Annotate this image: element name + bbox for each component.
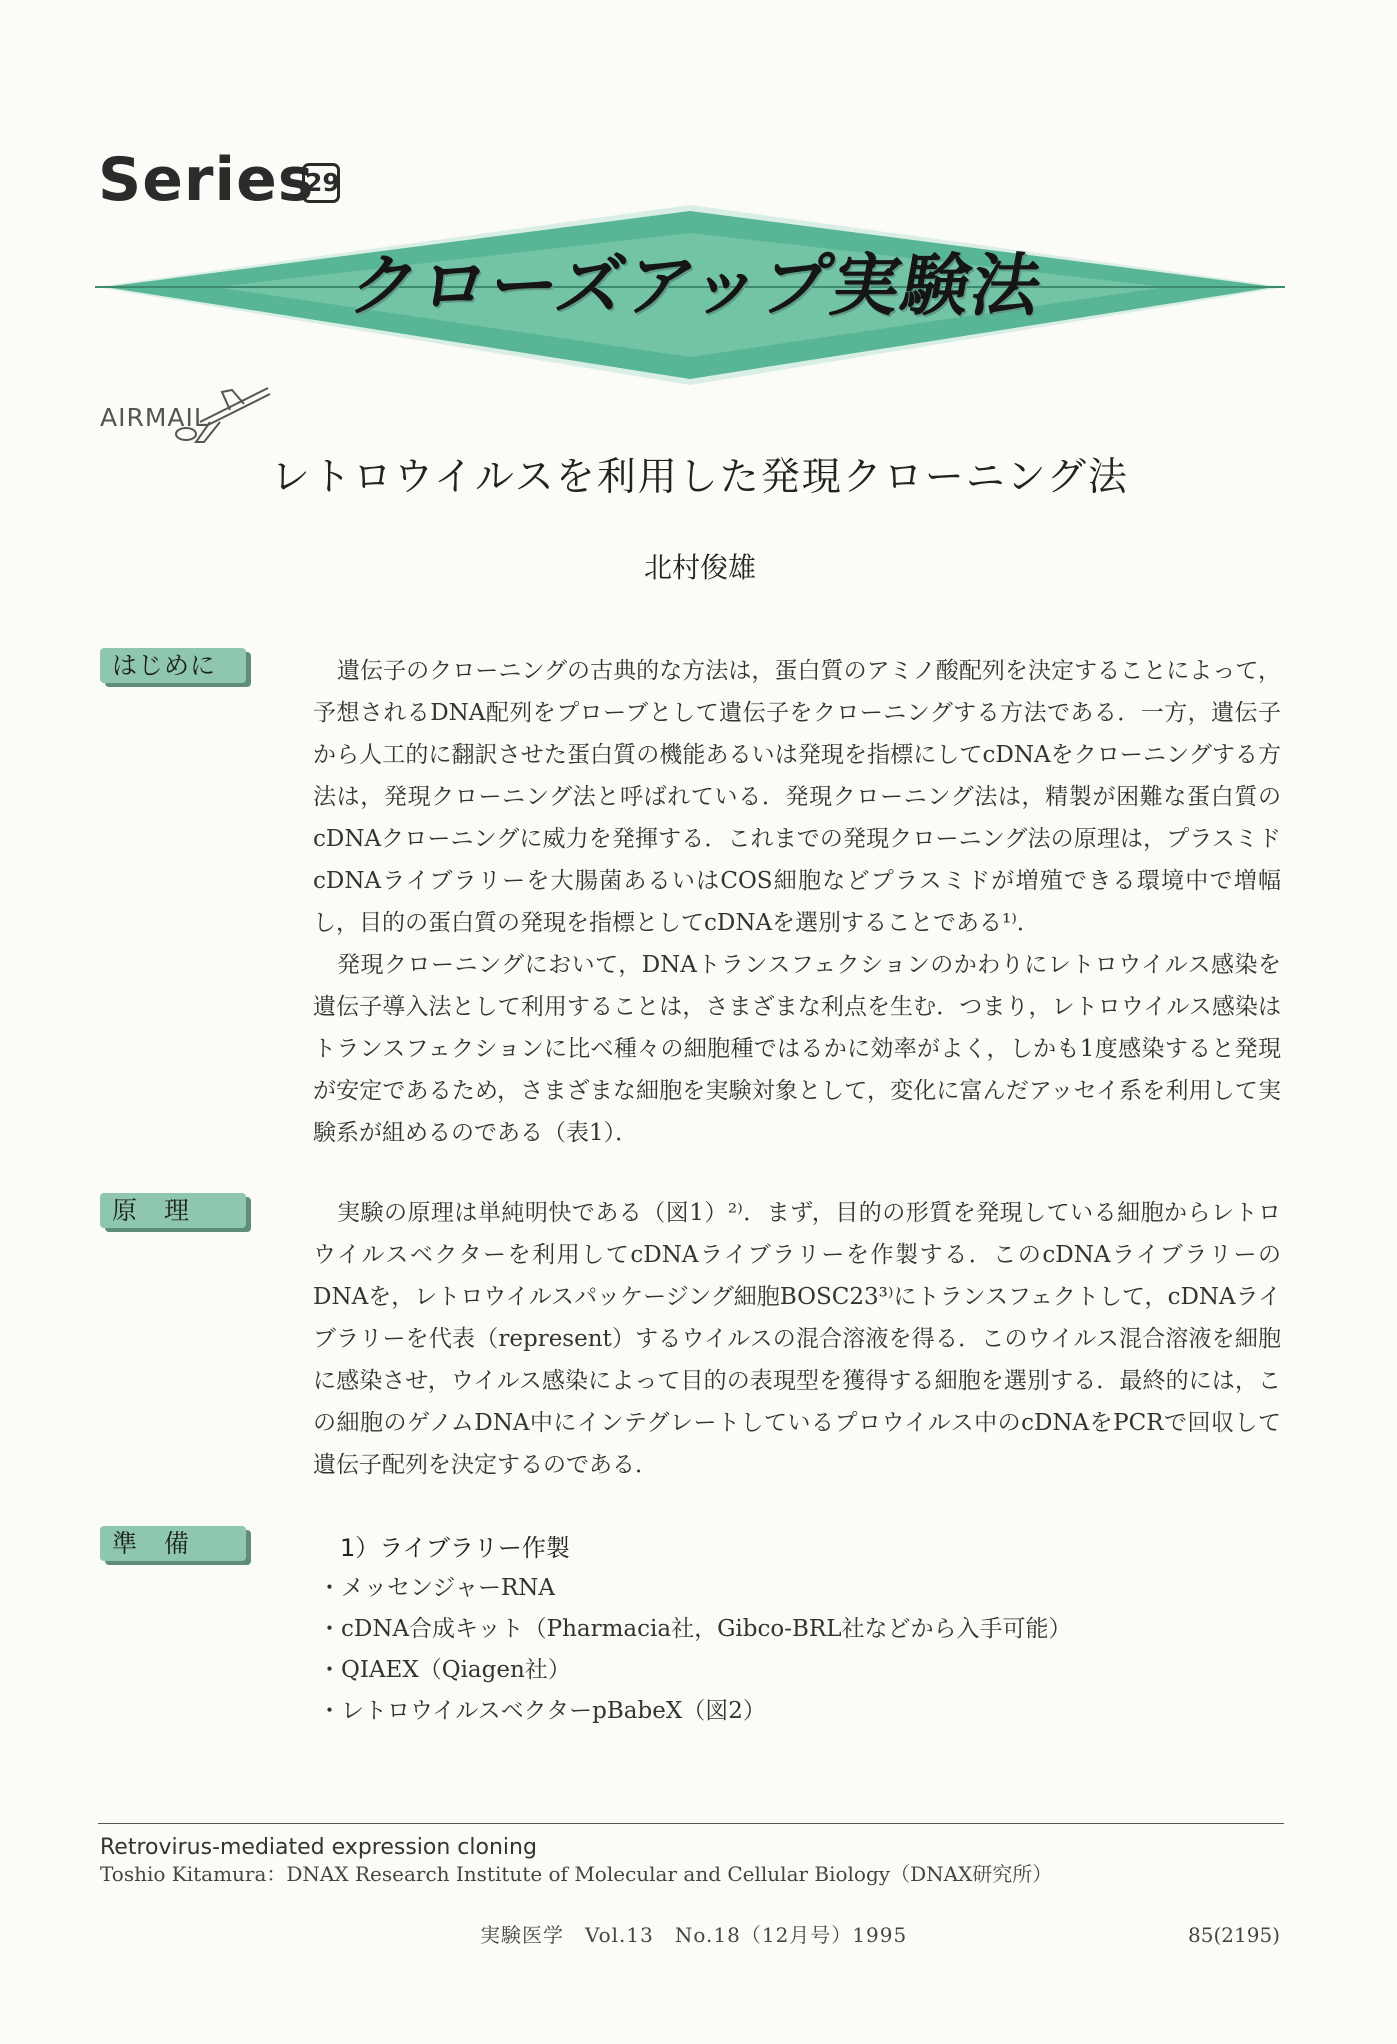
- principle-paragraph: 実験の原理は単純明快である（図1）²⁾．まず，目的の形質を発現している細胞からレトロウイルスベクターを利用してcDNAライブラリーを作製する．このcDNAライブラリーのDNAを，レトロウイルスパッケージング細胞BOSC23³⁾にトランスフェクトして，cDNAライブラリーを代表（represent）するウイルスの混合溶液を得る．このウイルス混合溶液を細胞に感染させ，ウイルス感染によって目的の表現型を獲得する細胞を選別する．最終的には，この細胞のゲノムDNA中にインテグレートしているプロウイルス中のcDNAをPCRで回収して遺伝子配列を決定するのである．: [313, 1200, 1281, 1478]
- materials-list: [318, 1568, 1072, 1732]
- list-item: ・メッセンジャーRNA: [318, 1575, 556, 1601]
- article-title: レトロウイルスを利用した発現クローニング法: [271, 455, 1129, 500]
- section-label-preparation: 準 備: [100, 1526, 246, 1561]
- section-label-principle: 原 理: [100, 1193, 246, 1228]
- intro-paragraph-1: 遺伝子のクローニングの古典的な方法は，蛋白質のアミノ酸配列を決定することによって，予想されるDNA配列をプローブとして遺伝子をクローニングする方法である．一方，遺伝子から人工的に翻訳させた蛋白質の機能あるいは発現を指標にしてcDNAをクローニングする方法は，発現クローニング法と呼ばれている．発現クローニング法は，精製が困難な蛋白質のcDNAクローニングに威力を発揮する．これまでの発現クローニング法の原理は，プラスミドcDNAライブラリーを大腸菌あるいはCOS細胞などプラスミドが増殖できる環境中で増幅し，目的の蛋白質の発現を指標としてcDNAを選別することである¹⁾．: [313, 658, 1281, 936]
- section-label-intro: はじめに: [100, 648, 246, 683]
- banner-title: クローズアップ実験法: [343, 247, 1049, 326]
- footer-divider: [98, 1823, 1284, 1824]
- list-item: ・レトロウイルスベクターpBabeX（図2）: [318, 1698, 766, 1724]
- journal-citation: 実験医学 Vol.13 No.18（12月号）1995: [480, 1923, 908, 1947]
- english-title: Retrovirus-mediated expression cloning: [100, 1835, 537, 1860]
- list-item: ・QIAEX（Qiagen社）: [318, 1657, 571, 1683]
- airmail-label: AIRMAIL: [100, 403, 209, 432]
- airplane-icon: [160, 382, 275, 452]
- series-label: Series: [98, 145, 315, 215]
- list-item: ・cDNA合成キット（Pharmacia社，Gibco-BRL社などから入手可能）: [318, 1616, 1072, 1642]
- page-number: 85(2195): [1188, 1923, 1280, 1947]
- author-affiliation: Toshio Kitamura：DNAX Research Institute of Molecular and Cellular Biology（DNAX研究所）: [100, 1862, 1053, 1886]
- series-number-badge: 29: [302, 163, 340, 203]
- author-name: 北村俊雄: [643, 551, 756, 584]
- library-subheading: 1）ライブラリー作製: [340, 1534, 570, 1562]
- intro-paragraph-2: 発現クローニングにおいて，DNAトランスフェクションのかわりにレトロウイルス感染を遺伝子導入法として利用することは，さまざまな利点を生む．つまり，レトロウイルス感染はトランスフェクションに比べ種々の細胞種ではるかに効率がよく，しかも1度感染すると発現が安定であるため，さまざまな細胞を実験対象として，変化に富んだアッセイ系を利用して実験系が組めるのである（表1）．: [313, 952, 1281, 1146]
